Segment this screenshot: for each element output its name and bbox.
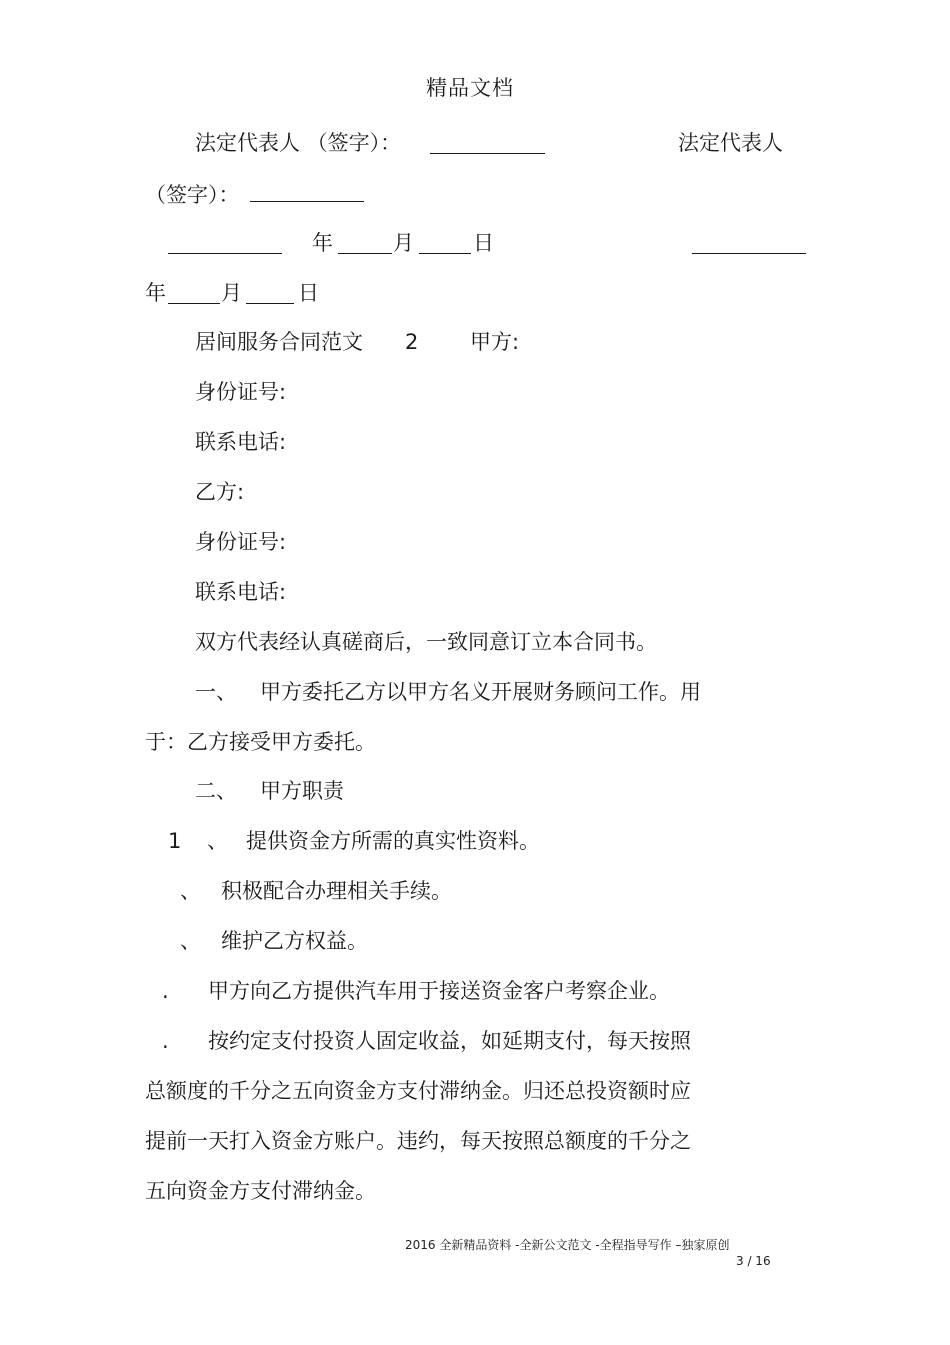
date-b-day: 日 xyxy=(298,281,319,305)
item-5-dot: . xyxy=(162,1029,169,1053)
section-1-number: 一、 xyxy=(195,680,237,704)
date-a-year: 年 xyxy=(312,231,333,255)
item-1-number: 1 xyxy=(168,829,182,853)
item-1-text: 提供资金方所需的真实性资料。 xyxy=(246,829,540,853)
party-b-phone: 联系电话: xyxy=(195,580,287,604)
rep-a-label: 法定代表人 （签字）： xyxy=(195,131,402,155)
section-1-text: 甲方委托乙方以甲方名义开展财务顾问工作。用 xyxy=(260,680,701,704)
party-a-label: 甲方: xyxy=(470,330,520,354)
footer-tagline: 2016 全新精品资料 -全新公文范文 -全程指导写作 –独家原创 xyxy=(405,1238,730,1252)
item-1-separator: 、 xyxy=(207,829,228,853)
item-5-text: 按约定支付投资人固定收益，如延期支付，每天按照 xyxy=(208,1029,691,1053)
section-1-continued: 于：乙方接受甲方委托。 xyxy=(145,730,376,754)
date-b-month: 月 xyxy=(221,281,242,305)
rep-b-sign-blank xyxy=(250,179,364,202)
agreement-statement: 双方代表经认真磋商后，一致同意订立本合同书。 xyxy=(195,630,657,654)
party-a-id: 身份证号: xyxy=(195,380,287,404)
date-a-blank xyxy=(168,231,282,254)
item-5-line-4: 五向资金方支付滞纳金。 xyxy=(145,1179,376,1203)
item-5-line-3: 提前一天打入资金方账户。违约，每天按照总额度的千分之 xyxy=(145,1129,691,1153)
date-b-day-blank xyxy=(246,281,294,304)
item-4-dot: . xyxy=(162,979,169,1003)
section-2-number: 二、 xyxy=(195,779,237,803)
date-a-month-blank xyxy=(338,231,392,254)
date-b-blank xyxy=(692,231,806,254)
page-number: 3 / 16 xyxy=(736,1254,771,1268)
rep-b-label: 法定代表人 xyxy=(678,131,783,155)
item-2-separator: 、 xyxy=(180,879,201,903)
item-3-text: 维护乙方权益。 xyxy=(221,929,368,953)
party-b-id: 身份证号: xyxy=(195,530,287,554)
item-5-line-2: 总额度的千分之五向资金方支付滞纳金。归还总投资额时应 xyxy=(145,1079,691,1103)
contract-number: 2 xyxy=(405,330,419,354)
item-2-text: 积极配合办理相关手续。 xyxy=(221,879,452,903)
date-b-year: 年 xyxy=(145,281,166,305)
party-a-phone: 联系电话: xyxy=(195,430,287,454)
item-3-separator: 、 xyxy=(180,929,201,953)
party-b-label: 乙方: xyxy=(195,480,245,504)
page-header: 精品文档 xyxy=(426,76,514,100)
rep-a-sign-blank xyxy=(430,131,545,154)
signature-line-2 xyxy=(145,179,364,209)
date-b-month-blank xyxy=(168,281,220,304)
rep-b-sign-label: （签字）： xyxy=(145,183,240,207)
item-4-text: 甲方向乙方提供汽车用于接送资金客户考察企业。 xyxy=(208,979,670,1003)
date-a-day-blank xyxy=(419,231,471,254)
contract-title: 居间服务合同范文 xyxy=(195,330,363,354)
section-2-title: 甲方职责 xyxy=(260,779,344,803)
date-a-month: 月 xyxy=(393,231,414,255)
date-a-day: 日 xyxy=(473,231,494,255)
